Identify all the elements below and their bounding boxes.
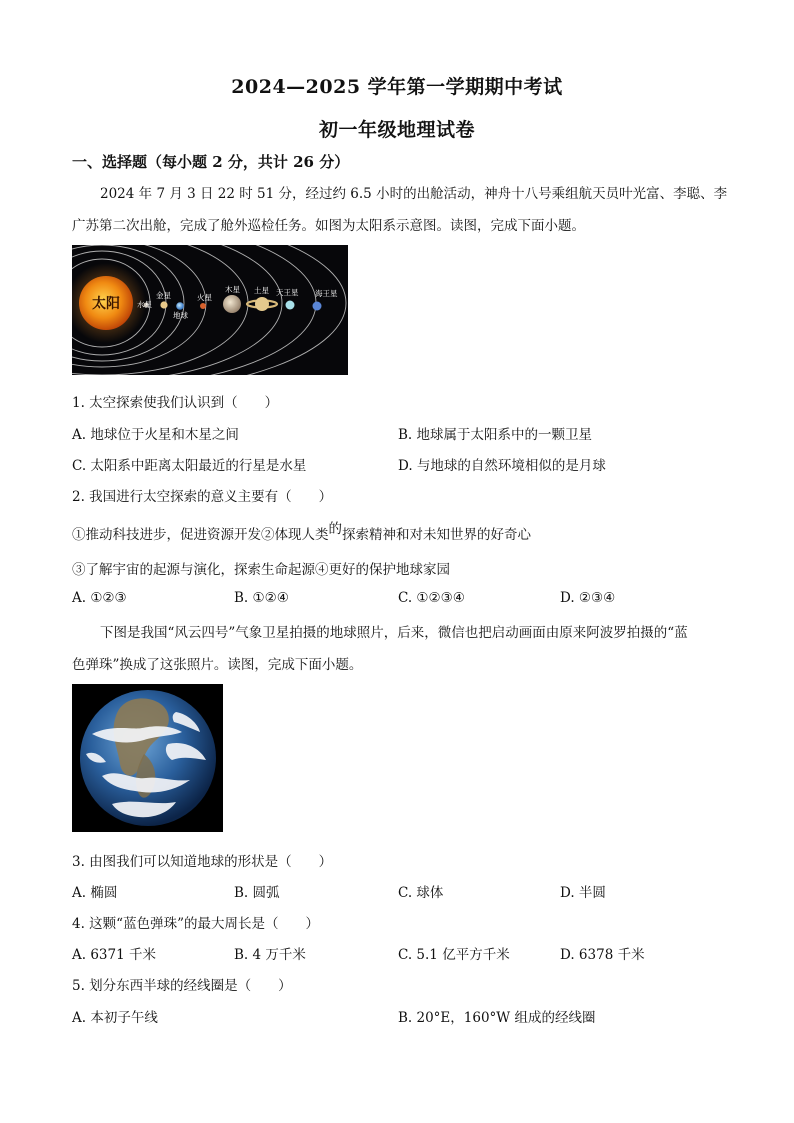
question-5-option-a: A. 本初子午线	[72, 1010, 158, 1026]
question-4-option-c: C. 5.1 亿平方千米	[398, 947, 510, 963]
question-4-stem: 4. 这颗“蓝色弹珠”的最大周长是（ ）	[72, 916, 319, 932]
statement-part: ①推动科技进步，促进资源开发②体现人类	[72, 527, 329, 543]
venus-planet	[160, 301, 167, 308]
question-1-option-a: A. 地球位于火星和木星之间	[72, 427, 239, 443]
mars-label: 火星	[197, 293, 212, 302]
section-heading: 一、选择题（每小题 2 分，共计 26 分）	[72, 153, 350, 171]
mercury-label: 水星	[137, 300, 152, 309]
question-3-option-c: C. 球体	[398, 885, 444, 901]
statement-part: 探索精神和对未知世界的好奇心	[342, 527, 531, 543]
neptune-planet	[313, 302, 322, 311]
jupiter-label: 木星	[225, 285, 240, 294]
earth-planet	[176, 302, 184, 310]
question-1-option-c: C. 太阳系中距离太阳最近的行星是水星	[72, 458, 307, 474]
question-2-option-a: A. ①②③	[72, 590, 127, 606]
intro-paragraph-line: 色弹珠”换成了这张照片。读图，完成下面小题。	[72, 657, 363, 673]
question-3-stem: 3. 由图我们可以知道地球的形状是（ ）	[72, 854, 333, 870]
saturn-label: 土星	[254, 286, 269, 295]
intro-paragraph-line: 2024 年 7 月 3 日 22 时 51 分，经过约 6.5 小时的出舱活动，神舟十八号乘组航天员叶光富、李聪、李	[100, 186, 728, 202]
earth-label: 地球	[173, 311, 188, 320]
neptune-label: 海王星	[315, 289, 338, 298]
question-2-option-c: C. ①②③④	[398, 590, 465, 606]
question-1-option-d: D. 与地球的自然环境相似的是月球	[398, 458, 606, 474]
jupiter-planet	[223, 295, 241, 313]
question-2-stem: 2. 我国进行太空探索的意义主要有（ ）	[72, 489, 333, 505]
intro-paragraph-line: 广苏第二次出舱，完成了舱外巡检任务。如图为太阳系示意图。读图，完成下面小题。	[72, 218, 585, 234]
question-4-option-b: B. 4 万千米	[234, 947, 306, 963]
question-3-option-d: D. 半圆	[560, 885, 606, 901]
question-3-option-b: B. 圆弧	[234, 885, 280, 901]
question-5-option-b: B. 20°E，160°W 组成的经线圈	[398, 1010, 596, 1026]
intro-paragraph-line: 下图是我国“风云四号”气象卫星拍摄的地球照片，后来，微信也把启动画面由原来阿波罗拍摄的“蓝	[100, 625, 688, 641]
question-2-option-d: D. ②③④	[560, 590, 616, 606]
question-1-option-b: B. 地球属于太阳系中的一颗卫星	[398, 427, 593, 443]
solar-system-diagram	[72, 245, 348, 375]
mars-planet	[200, 303, 206, 309]
uranus-label: 天王星	[276, 288, 299, 297]
question-2-option-b: B. ①②④	[234, 590, 289, 606]
question-3-option-a: A. 椭圆	[72, 885, 118, 901]
question-5-stem: 5. 划分东西半球的经线圈是（ ）	[72, 978, 292, 994]
statement-superscript: 的	[328, 521, 342, 537]
earth-photo	[72, 684, 223, 832]
question-4-option-a: A. 6371 千米	[72, 947, 156, 963]
exam-subtitle: 初一年级地理试卷	[318, 119, 475, 141]
uranus-planet	[286, 301, 295, 310]
question-2-statement-line: ③了解宇宙的起源与演化，探索生命起源④更好的保护地球家园	[72, 562, 450, 578]
question-4-option-d: D. 6378 千米	[560, 947, 645, 963]
sun-label: 太阳	[92, 296, 120, 312]
question-1-stem: 1. 太空探索使我们认识到（ ）	[72, 395, 279, 411]
exam-title: 2024—2025 学年第一学期期中考试	[231, 76, 563, 98]
venus-label: 金星	[156, 291, 171, 300]
question-2-statement-line	[72, 523, 531, 543]
